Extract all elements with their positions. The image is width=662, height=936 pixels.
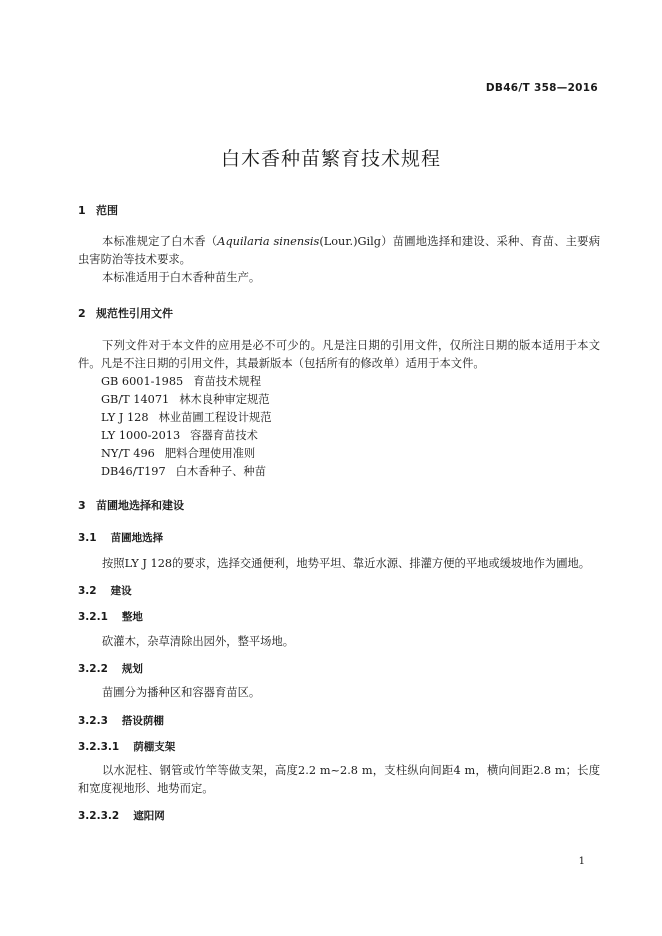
subsection-3-2-3-heading: [78, 713, 164, 728]
subsection-3-2-2-heading: [78, 661, 143, 676]
text-run: 本标准规定了白木香（: [102, 235, 218, 248]
page-number: 1: [578, 856, 585, 867]
reference-name: 林木良种审定规范: [179, 393, 270, 406]
subsection-number: 3.2.3.1: [78, 741, 120, 753]
scope-applicability: 本标准适用于白木香种苗生产。: [102, 271, 261, 284]
reference-code: GB 6001-1985: [101, 375, 184, 388]
subsection-title: 遮阳网: [133, 810, 165, 822]
section-3-heading: [78, 497, 184, 513]
section-2-heading: [78, 305, 173, 321]
subsection-3-2-3-1-heading: [78, 739, 175, 754]
reference-name: 白木香种子、种苗: [175, 465, 267, 478]
subsection-3-2-heading: [78, 583, 132, 598]
section-number: 3: [78, 499, 86, 512]
reference-name: 育苗技术规程: [193, 375, 262, 388]
reference-code: DB46/T197: [101, 465, 166, 478]
subsection-title: 荫棚支架: [133, 741, 176, 753]
subsection-title: 整地: [121, 611, 143, 623]
subsection-3-1-heading: [78, 530, 163, 545]
section-number: 2: [78, 307, 86, 320]
subsection-number: 3.2: [78, 585, 97, 597]
reference-item: [101, 463, 266, 479]
section-title: 苗圃地选择和建设: [96, 499, 184, 512]
text-run: (Lour.)Gilg）苗圃地选择和建设、采种、育苗、主要病虫害防治等技术要求。: [78, 235, 600, 266]
subsection-number: 3.2.2: [78, 663, 108, 675]
reference-code: LY 1000-2013: [101, 429, 181, 442]
subsection-title: 建设: [110, 585, 132, 597]
reference-item: [101, 373, 261, 389]
subsection-title: 规划: [121, 663, 143, 675]
reference-code: LY J 128: [101, 411, 149, 424]
page-title: 白木香种苗繁育技术规程: [220, 148, 441, 170]
section-1-heading: [78, 202, 118, 218]
subsection-3-2-1-heading: [78, 609, 143, 624]
subsection-number: 3.2.3.2: [78, 810, 120, 822]
reference-item: [101, 445, 255, 461]
section-number: 1: [78, 204, 86, 217]
subsection-number: 3.2.3: [78, 715, 108, 727]
references-intro: 下列文件对于本文件的应用是必不可少的。凡是注日期的引用文件，仅所注日期的版本适用于本文件。凡是不注日期的引用文件，其最新版本（包括所有的修改单）适用于本文件。: [78, 339, 600, 370]
nursery-site-paragraph: 按照LY J 128的要求，选择交通便利，地势平坦、靠近水源、排灌方便的平地或缓坡地作为圃地。: [102, 557, 591, 570]
subsection-title: 苗圃地选择: [110, 532, 164, 544]
reference-item: [101, 409, 272, 425]
scope-paragraph: [78, 233, 600, 269]
subsection-title: 搭设荫棚: [121, 715, 164, 727]
reference-name: 肥料合理使用准则: [164, 447, 256, 460]
subsection-number: 3.2.1: [78, 611, 108, 623]
subsection-3-2-3-2-heading: [78, 808, 165, 823]
section-title: 规范性引用文件: [96, 307, 173, 320]
planning-paragraph: 苗圃分为播种区和容器育苗区。: [102, 686, 261, 699]
reference-name: 林业苗圃工程设计规范: [158, 411, 272, 424]
reference-item: [101, 391, 270, 407]
shade-frame-paragraph: 以水泥柱、钢管或竹竿等做支架，高度2.2 m~2.8 m，支柱纵向间距4 m，横向间距2.8 m；长度和宽度视地形、地势而定。: [78, 764, 600, 795]
section-title: 范围: [96, 204, 118, 217]
latin-name: Aquilaria sinensis: [217, 235, 320, 248]
reference-code: NY/T 496: [101, 447, 155, 460]
subsection-number: 3.1: [78, 532, 97, 544]
land-preparation-paragraph: 砍灌木，杂草清除出园外，整平场地。: [102, 635, 295, 648]
reference-name: 容器育苗技术: [190, 429, 258, 442]
reference-item: [101, 427, 258, 443]
document-number: DB46/T 358—2016: [485, 82, 598, 94]
reference-code: GB/T 14071: [101, 393, 170, 406]
